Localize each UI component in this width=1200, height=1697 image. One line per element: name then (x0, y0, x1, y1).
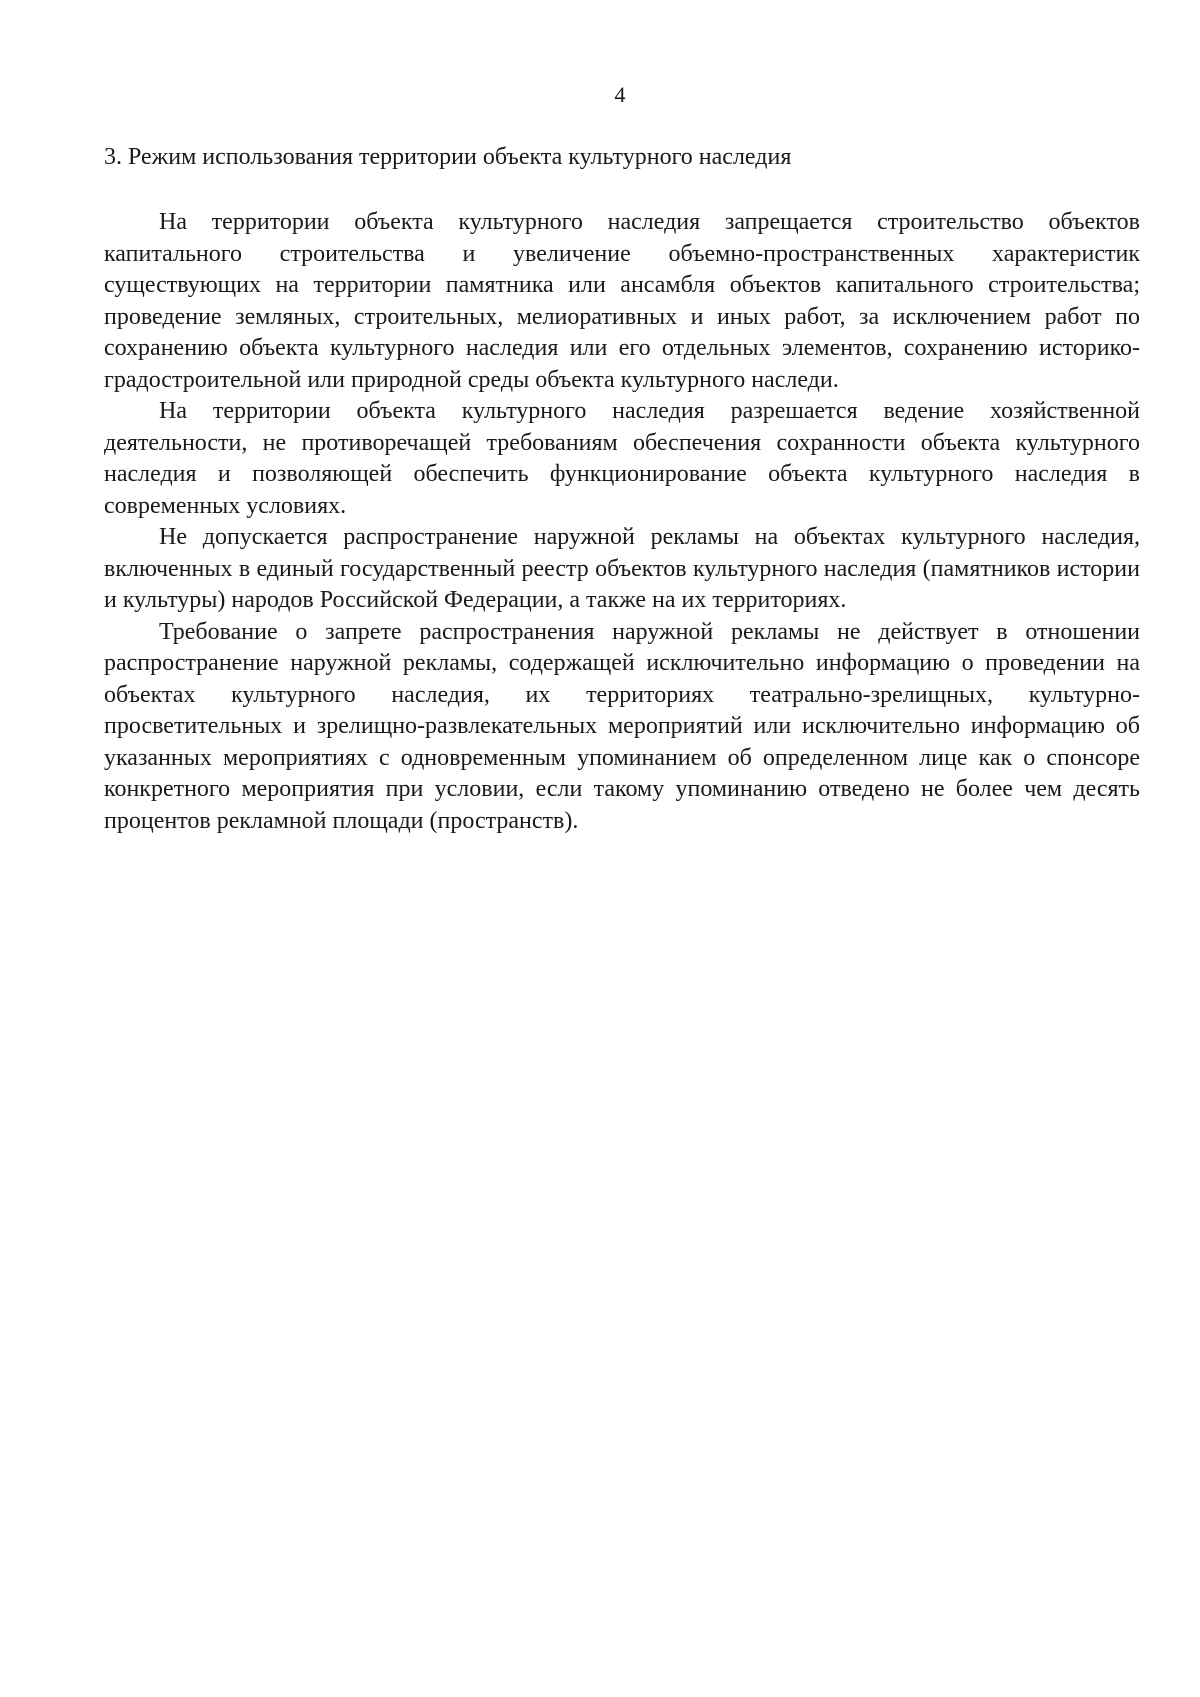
section-body (104, 207, 1140, 837)
paragraph-advertising-prohibition: Не допускается распространение наружной рекламы на объектах культурного наследия, включенных в единый государственный реестр объектов культурного наследия (памятников истории и культуры) народов Российской Федерации, а также на их территориях. (104, 524, 1140, 613)
paragraph-economic-activity: На территории объекта культурного наследия разрешается ведение хозяйственной деятельности, не противоречащей требованиям обеспечения сохранности объекта культурного наследия и позволяющей обеспечить функционирование объекта культурного наследия в современных условиях. (104, 398, 1140, 519)
page-number: 4 (614, 82, 626, 107)
paragraph-advertising-exception: Требование о запрете распространения наружной рекламы не действует в отношении распространение наружной рекламы, содержащей исключительно информацию о проведении на объектах культурного наследия, их территориях театрально-зрелищных, культурно-просветительных и зрелищно-развлекательных мероприятий или исключительно информацию об указанных мероприятиях с одновременным упоминанием об определенном лице как о спонсоре конкретного мероприятия при условии, если такому упоминанию отведено не более чем десять процентов рекламной площади (пространств). (104, 618, 1140, 834)
paragraph-construction-prohibition: На территории объекта культурного наследия запрещается строительство объектов капитального строительства и увеличение объемно-пространственных характеристик существующих на территории памятника или ансамбля объектов капитального строительства; проведение земляных, строительных, мелиоративных и иных работ, за исключением работ по сохранению объекта культурного наследия или его отдельных элементов, сохранению историко-градостроительной или природной среды объекта культурного наследи. (104, 209, 1140, 393)
section-heading: 3. Режим использования территории объекта культурного наследия (104, 144, 792, 170)
